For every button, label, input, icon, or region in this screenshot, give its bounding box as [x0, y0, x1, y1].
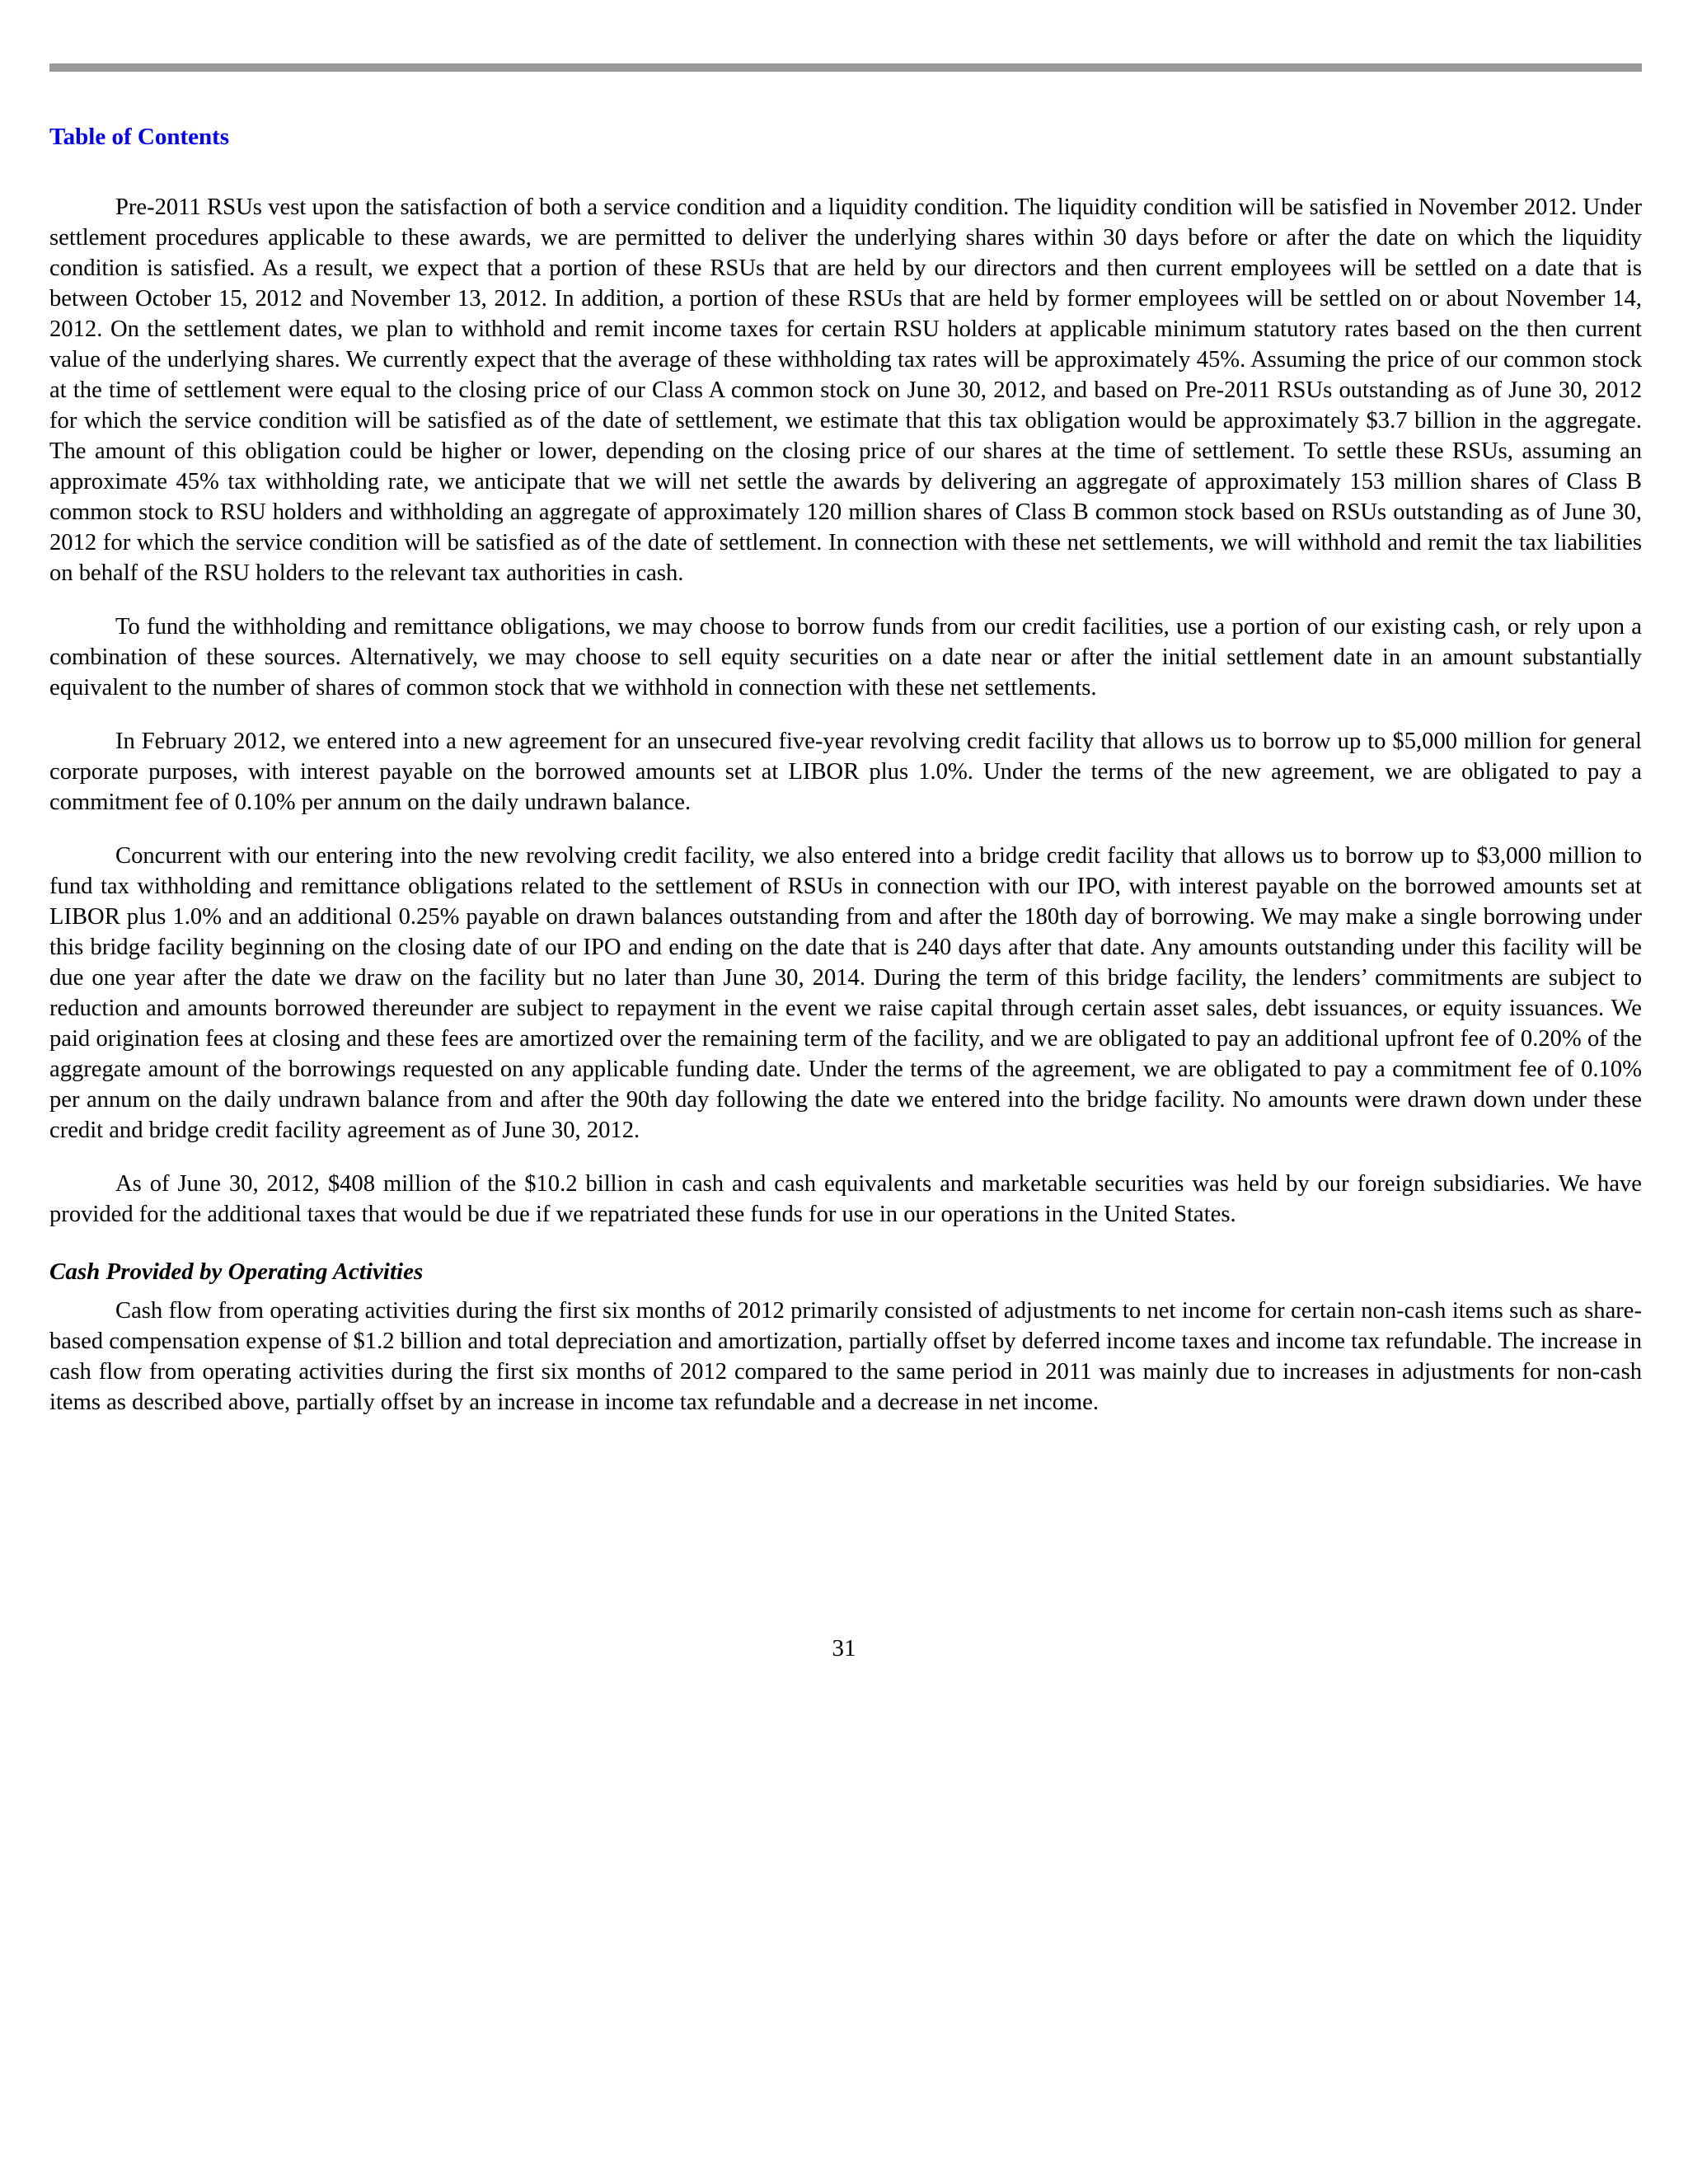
top-divider-rule [49, 63, 1642, 72]
page-number: 31 [832, 1635, 856, 1661]
document-body [49, 192, 1642, 1418]
paragraph-bridge-credit-facility: Concurrent with our entering into the new revolving credit facility, we also entered into a bridge credit facility that allows us to borrow up to $3,000 million to fund tax withholding and remittance obligations related to the settlement of RSUs in connection with our IPO, with interest payable on the borrowed amounts set at LIBOR plus 1.0% and an additional 0.25% payable on drawn balances outstanding from and after the 180th day of borrowing. We may make a single borrowing under this bridge facility beginning on the closing date of our IPO and ending on the date that is 240 days after that date. Any amounts outstanding under this facility will be due one year after the date we draw on the facility but no later than June 30, 2014. During the term of this bridge facility, the lenders’ commitments are subject to reduction and amounts borrowed thereunder are subject to repayment in the event we raise capital through certain asset sales, debt issuances, or equity issuances. We paid origination fees at closing and these fees are amortized over the remaining term of the facility, and we are obligated to pay an additional upfront fee of 0.20% of the aggregate amount of the borrowings requested on any applicable funding date. Under the terms of the agreement, we are obligated to pay a commitment fee of 0.10% per annum on the daily undrawn balance from and after the 90th day following the date we entered into the bridge facility. No amounts were drawn down under these credit and bridge credit facility agreement as of June 30, 2012. [49, 843, 1642, 1143]
paragraph-rsu-settlement: Pre-2011 RSUs vest upon the satisfaction of both a service condition and a liquidity condition. The liquidity condition will be satisfied in November 2012. Under settlement procedures applicable to these awards, we are permitted to deliver the underlying shares within 30 days before or after the date on which the liquidity condition is satisfied. As a result, we expect that a portion of these RSUs that are held by our directors and then current employees will be settled on a date that is between October 15, 2012 and November 13, 2012. In addition, a portion of these RSUs that are held by former employees will be settled on or about November 14, 2012. On the settlement dates, we plan to withhold and remit income taxes for certain RSU holders at applicable minimum statutory rates based on the then current value of the underlying shares. We currently expect that the average of these withholding tax rates will be approximately 45%. Assuming the price of our common stock at the time of settlement were equal to the closing price of our Class A common stock on June 30, 2012, and based on Pre-2011 RSUs outstanding as of June 30, 2012 for which the service condition will be satisfied as of the date of settlement, we estimate that this tax obligation would be approximately $3.7 billion in the aggregate. The amount of this obligation could be higher or lower, depending on the closing price of our shares at the time of settlement. To settle these RSUs, assuming an approximate 45% tax withholding rate, we anticipate that we will net settle the awards by delivering an aggregate of approximately 153 million shares of Class B common stock to RSU holders and withholding an aggregate of approximately 120 million shares of Class B common stock based on RSUs outstanding as of June 30, 2012 for which the service condition will be satisfied as of the date of settlement. In connection with these net settlements, we will withhold and remit the tax liabilities on behalf of the RSU holders to the relevant tax authorities in cash. [49, 194, 1642, 586]
paragraph-foreign-subsidiaries: As of June 30, 2012, $408 million of the $10.2 billion in cash and cash equivalents and marketable securities was held by our foreign subsidiaries. We have provided for the additional taxes that would be due if we repatriated these funds for use in our operations in the United States. [49, 1171, 1642, 1227]
table-of-contents-link[interactable]: Table of Contents [49, 124, 230, 150]
paragraph-revolving-credit-facility: In February 2012, we entered into a new agreement for an unsecured five-year revolving credit facility that allows us to borrow up to $5,000 million for general corporate purposes, with interest payable on the borrowed amounts set at LIBOR plus 1.0%. Under the terms of the new agreement, we are obligated to pay a commitment fee of 0.10% per annum on the daily undrawn balance. [49, 729, 1642, 815]
paragraph-funding-obligations: To fund the withholding and remittance obligations, we may choose to borrow funds from our credit facilities, use a portion of our existing cash, or rely upon a combination of these sources. Alternatively, we may choose to sell equity securities on a date near or after the initial settlement date in an amount substantially equivalent to the number of shares of common stock that we withhold in connection with these net settlements. [49, 614, 1642, 701]
section-heading-operating-activities: Cash Provided by Operating Activities [49, 1258, 424, 1285]
paragraph-operating-cash-flow: Cash flow from operating activities during the first six months of 2012 primarily consisted of adjustments to net income for certain non-cash items such as share-based compensation expense of $1.2 billion and total depreciation and amortization, partially offset by deferred income taxes and income tax refundable. The increase in cash flow from operating activities during the first six months of 2012 compared to the same period in 2011 was mainly due to increases in adjustments for non-cash items as described above, partially offset by an increase in income tax refundable and a decrease in net income. [49, 1298, 1642, 1415]
